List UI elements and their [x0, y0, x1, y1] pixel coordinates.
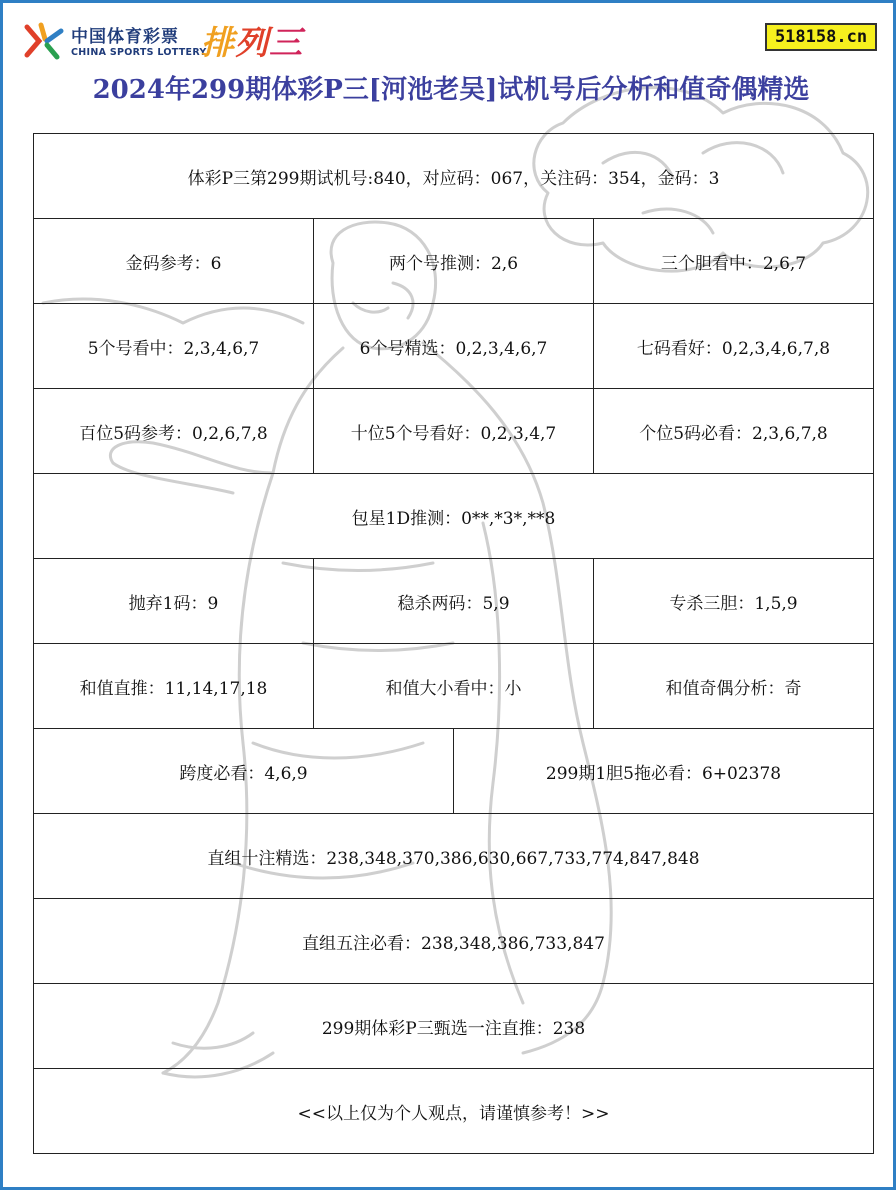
ten-picks-cell: 直组十注精选：238,348,370,386,630,667,733,774,847,848	[34, 814, 874, 899]
table-row-five-picks	[34, 899, 874, 984]
gold-code-cell: 金码参考：6	[34, 219, 314, 304]
sum-parity-cell: 和值奇偶分析：奇	[594, 644, 874, 729]
table-row-exclusions	[34, 559, 874, 644]
kill-two-cell: 稳杀两码：5,9	[314, 559, 594, 644]
prediction-table	[33, 133, 874, 1154]
page-header	[3, 3, 896, 133]
table-row-single-pick	[34, 984, 874, 1069]
table-row-number-sets	[34, 304, 874, 389]
seven-number-cell: 七码看好：0,2,3,4,6,7,8	[594, 304, 874, 389]
sum-direct-cell: 和值直推：11,14,17,18	[34, 644, 314, 729]
span-cell: 跨度必看：4,6,9	[34, 729, 454, 814]
table-row-trial-number	[34, 134, 874, 219]
table-row-1d	[34, 474, 874, 559]
game-name-char-3: 三	[269, 23, 303, 62]
single-pick-cell: 299期体彩P三甄选一注直推：238	[34, 984, 874, 1069]
five-number-cell: 5个号看中：2,3,4,6,7	[34, 304, 314, 389]
six-number-cell: 6个号精选：0,2,3,4,6,7	[314, 304, 594, 389]
one-core-five-drag-cell: 299期1胆5拖必看：6+02378	[454, 729, 874, 814]
trial-number-cell: 体彩P三第299期试机号:840，对应码：067，关注码：354，金码：3	[34, 134, 874, 219]
lottery-logo-icon	[21, 21, 65, 61]
logo-chinese-text: 中国体育彩票	[71, 27, 179, 47]
table-row-sum-values	[34, 644, 874, 729]
table-row-ten-picks	[34, 814, 874, 899]
table-row-span	[34, 729, 874, 814]
table-row-key-numbers	[34, 219, 874, 304]
disclaimer-cell: <<以上仅为个人观点，请谨慎参考！>>	[34, 1069, 874, 1154]
logo-english-text: CHINA SPORTS LOTTERY	[71, 47, 207, 58]
two-number-cell: 两个号推测：2,6	[314, 219, 594, 304]
discard-one-cell: 抛弃1码：9	[34, 559, 314, 644]
game-name-char-1: 排	[201, 23, 235, 62]
site-domain-badge: 518158.cn	[765, 23, 877, 51]
table-row-positions	[34, 389, 874, 474]
game-name-char-2: 列	[235, 23, 269, 62]
sum-size-cell: 和值大小看中：小	[314, 644, 594, 729]
one-d-prediction-cell: 包星1D推测：0**,*3*,**8	[34, 474, 874, 559]
page-title: 2024年299期体彩P三[河池老吴]试机号后分析和值奇偶精选	[92, 75, 810, 105]
three-core-cell: 三个胆看中：2,6,7	[594, 219, 874, 304]
units-position-cell: 个位5码必看：2,3,6,7,8	[594, 389, 874, 474]
hundreds-position-cell: 百位5码参考：0,2,6,7,8	[34, 389, 314, 474]
table-row-disclaimer	[34, 1069, 874, 1154]
game-name-logo	[201, 17, 303, 64]
kill-three-cell: 专杀三胆：1,5,9	[594, 559, 874, 644]
tens-position-cell: 十位5个号看好：0,2,3,4,7	[314, 389, 594, 474]
five-picks-cell: 直组五注必看：238,348,386,733,847	[34, 899, 874, 984]
